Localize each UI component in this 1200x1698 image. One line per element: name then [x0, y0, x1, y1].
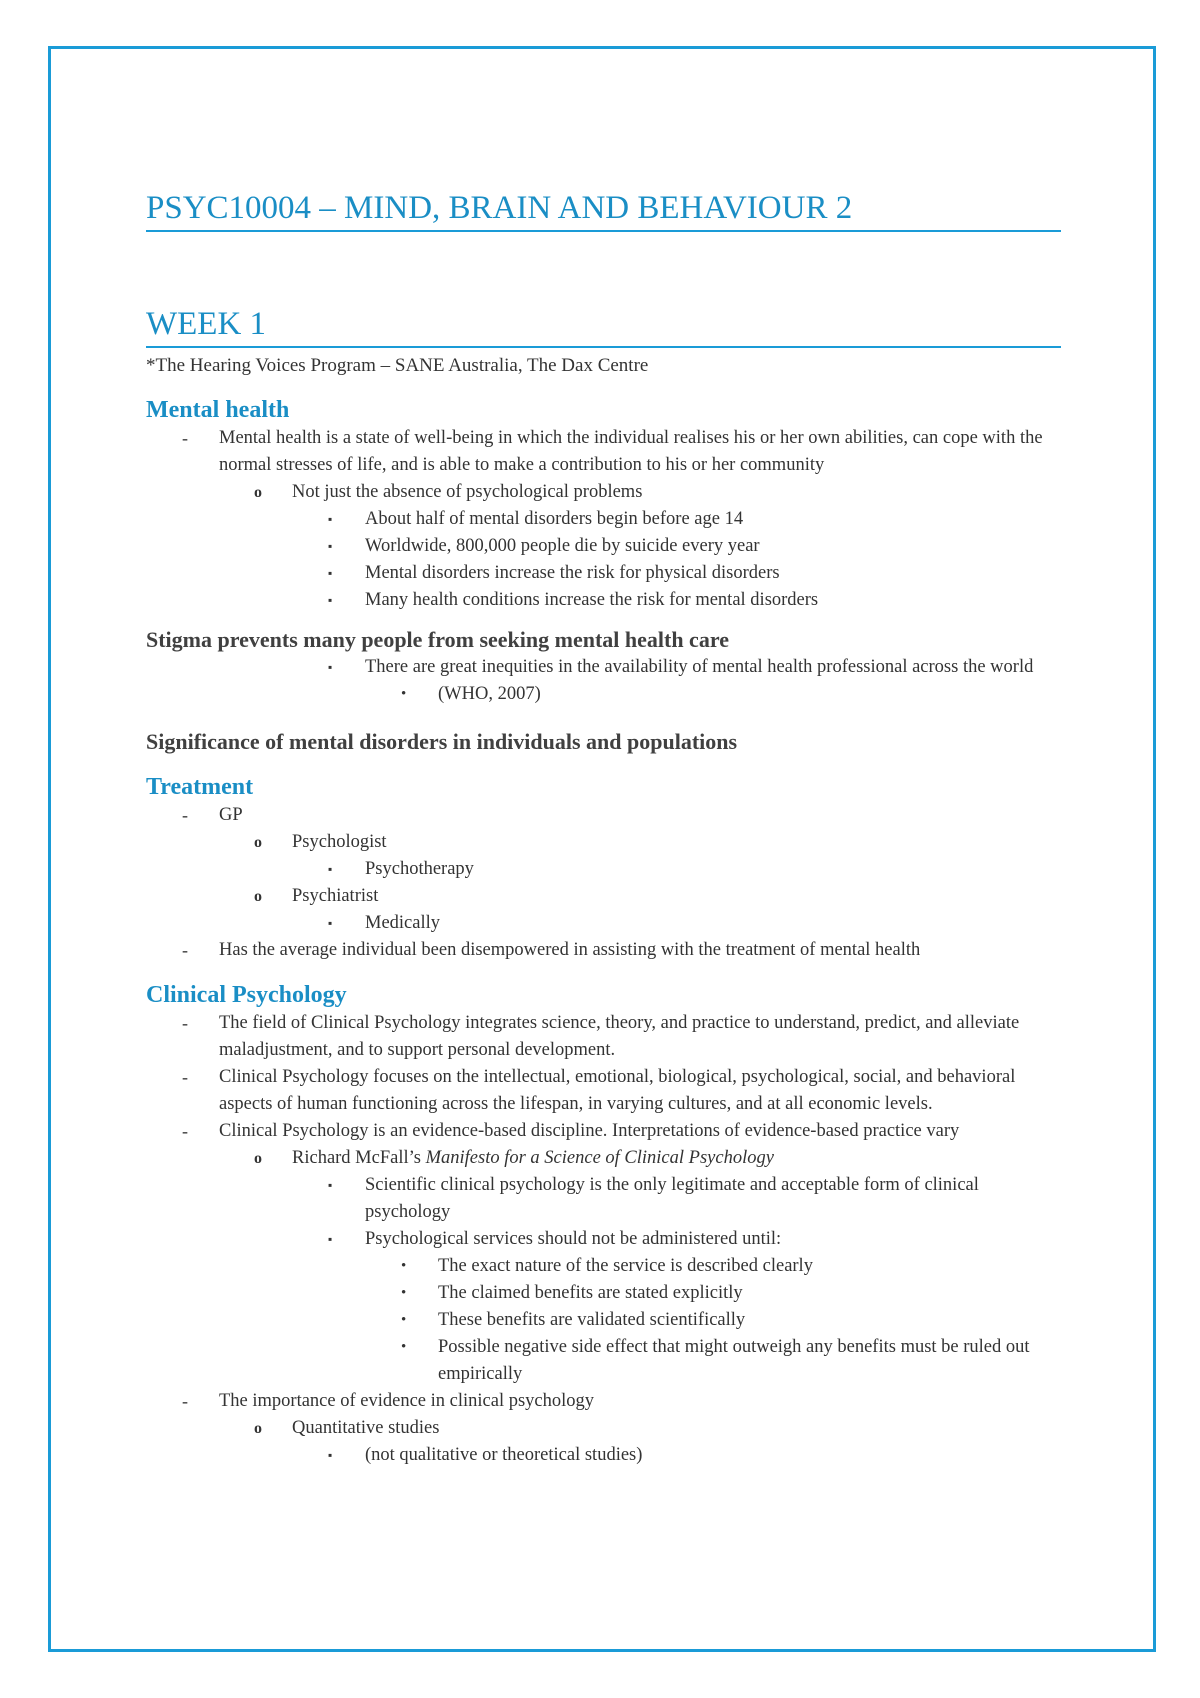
square-bullet-icon: ▪ — [328, 1178, 333, 1192]
bullet-icon: • — [401, 686, 407, 702]
square-bullet-icon: ▪ — [328, 593, 333, 607]
list-item: • (WHO, 2007) — [146, 681, 1061, 708]
list-item: ▪ Mental disorders increase the risk for physical disorders — [146, 560, 1061, 587]
list-item: - Clinical Psychology focuses on the intellectual, emotional, biological, psychological, social, and behavioral aspects of human functioning across the lifespan, in varying cultures, and at all economic levels. — [146, 1064, 1061, 1118]
list-item: ▪ (not qualitative or theoretical studies) — [146, 1442, 1061, 1469]
heading-clinical-psychology: Clinical Psychology — [146, 982, 347, 1008]
list-item: - The importance of evidence in clinical psychology — [146, 1388, 1061, 1415]
week-heading: WEEK 1 — [146, 304, 1061, 348]
list-item: ▪ Medically — [146, 910, 1061, 937]
heading-stigma: Stigma prevents many people from seeking mental health care — [146, 627, 729, 652]
list-item: • Possible negative side effect that might outweigh any benefits must be ruled out empirically — [146, 1334, 1061, 1388]
square-bullet-icon: ▪ — [328, 1232, 333, 1246]
circle-marker: o — [254, 834, 262, 851]
dash-marker: - — [182, 1391, 188, 1411]
dash-marker: - — [182, 1067, 188, 1087]
bullet-icon: • — [401, 1339, 407, 1355]
square-bullet-icon: ▪ — [328, 512, 333, 526]
bullet-icon: • — [401, 1312, 407, 1328]
square-bullet-icon: ▪ — [328, 862, 333, 876]
square-bullet-icon: ▪ — [328, 1448, 333, 1462]
list-item: o Psychologist — [146, 829, 1061, 856]
list-item: ▪ Worldwide, 800,000 people die by suicide every year — [146, 533, 1061, 560]
square-bullet-icon: ▪ — [328, 660, 333, 674]
list-item: o Richard McFall’s Manifesto for a Science of Clinical Psychology — [146, 1145, 1061, 1172]
mental-health-list — [146, 425, 1061, 614]
list-item: • These benefits are validated scientifically — [146, 1307, 1061, 1334]
list-item: ▪ About half of mental disorders begin before age 14 — [146, 506, 1061, 533]
week-subtitle: *The Hearing Voices Program – SANE Australia, The Dax Centre — [146, 355, 649, 376]
square-bullet-icon: ▪ — [328, 916, 333, 930]
list-item: o Psychiatrist — [146, 883, 1061, 910]
list-item: ▪ Psychotherapy — [146, 856, 1061, 883]
document-title: PSYC10004 – MIND, BRAIN AND BEHAVIOUR 2 — [146, 188, 1061, 232]
list-item: - Mental health is a state of well-being in which the individual realises his or her own abilities, can cope with the normal stresses of life, and is able to make a contribution to his or her community — [146, 425, 1061, 479]
stigma-list — [146, 654, 1061, 708]
list-item: ▪ Many health conditions increase the risk for mental disorders — [146, 587, 1061, 614]
circle-marker: o — [254, 888, 262, 905]
clinical-psychology-list — [146, 1010, 1061, 1469]
list-item: • The exact nature of the service is described clearly — [146, 1253, 1061, 1280]
dash-marker: - — [182, 940, 188, 960]
circle-marker: o — [254, 1420, 262, 1437]
bullet-icon: • — [401, 1285, 407, 1301]
circle-marker: o — [254, 484, 262, 501]
circle-marker: o — [254, 1150, 262, 1167]
list-item: o Not just the absence of psychological problems — [146, 479, 1061, 506]
list-item: ▪ There are great inequities in the availability of mental health professional across the world — [146, 654, 1061, 681]
dash-marker: - — [182, 1013, 188, 1033]
list-item: - Has the average individual been disempowered in assisting with the treatment of mental health — [146, 937, 1061, 964]
manifesto-title: Manifesto for a Science of Clinical Psychology — [425, 1148, 774, 1168]
list-item: - GP — [146, 802, 1061, 829]
list-item: o Quantitative studies — [146, 1415, 1061, 1442]
square-bullet-icon: ▪ — [328, 566, 333, 580]
treatment-list — [146, 802, 1061, 964]
list-item: ▪ Psychological services should not be administered until: — [146, 1226, 1061, 1253]
list-item: - The field of Clinical Psychology integrates science, theory, and practice to understand, predict, and alleviate maladjustment, and to support personal development. — [146, 1010, 1061, 1064]
list-item: • The claimed benefits are stated explicitly — [146, 1280, 1061, 1307]
heading-mental-health: Mental health — [146, 397, 290, 423]
bullet-icon: • — [401, 1258, 407, 1274]
document-body — [146, 188, 1061, 1469]
square-bullet-icon: ▪ — [328, 539, 333, 553]
heading-significance: Significance of mental disorders in individuals and populations — [146, 729, 738, 754]
list-item: ▪ Scientific clinical psychology is the only legitimate and acceptable form of clinical psychology — [146, 1172, 1061, 1226]
dash-marker: - — [182, 805, 188, 825]
list-item: - Clinical Psychology is an evidence-based discipline. Interpretations of evidence-based practice vary — [146, 1118, 1061, 1145]
dash-marker: - — [182, 1121, 188, 1141]
heading-treatment: Treatment — [146, 774, 254, 800]
dash-marker: - — [182, 428, 188, 448]
